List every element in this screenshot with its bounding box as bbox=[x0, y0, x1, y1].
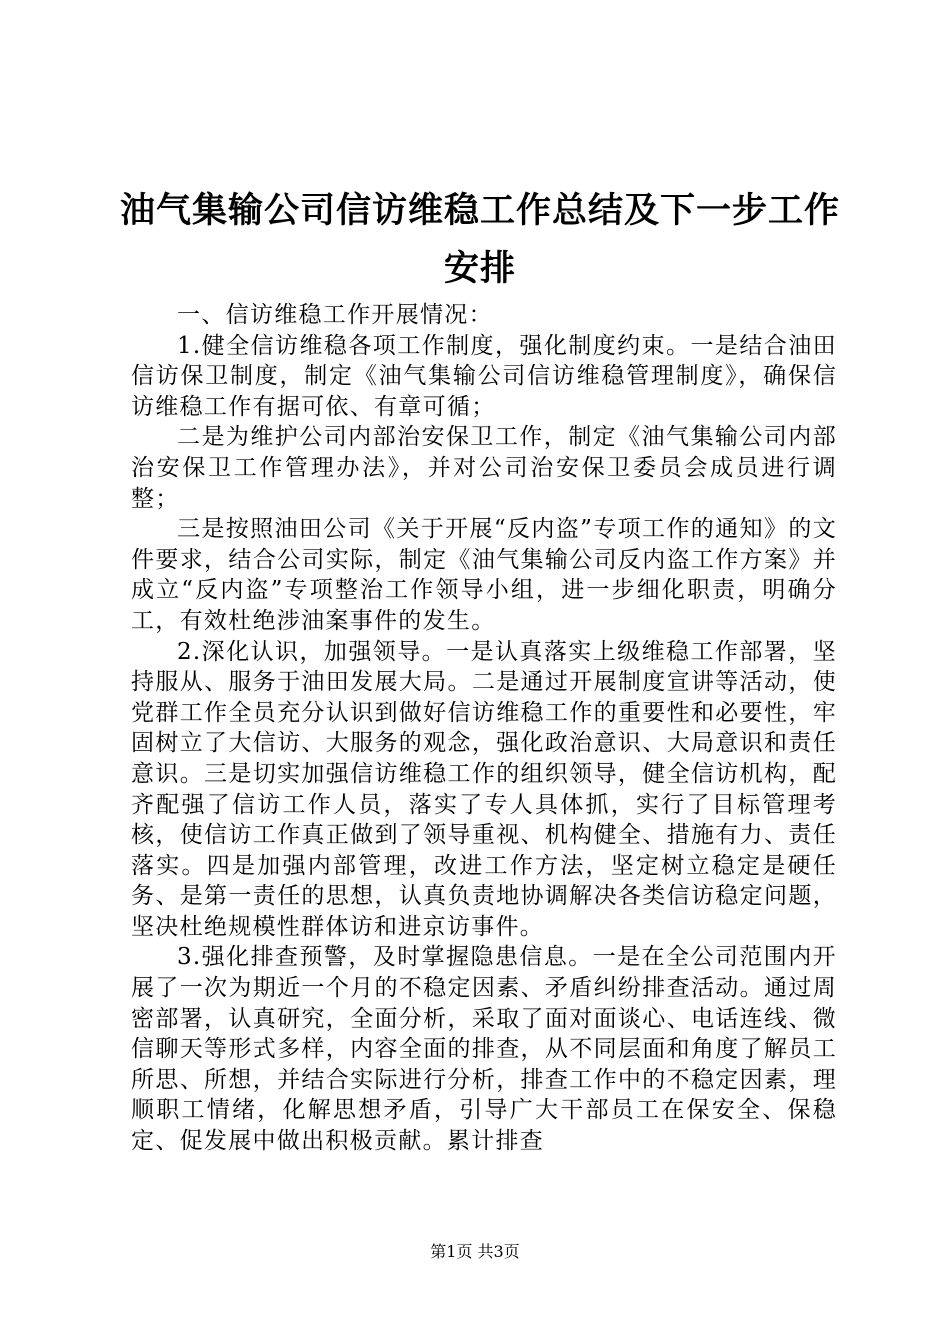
section-heading: 一、信访维稳工作开展情况： bbox=[177, 302, 493, 328]
paragraph-1: 1.健全信访维稳各项工作制度，强化制度约束。一是结合油田信访保卫制度，制定《油气集输公司信访维稳管理制度》，确保信访维稳工作有据可依、有章可循； bbox=[131, 332, 837, 420]
page-number-footer: 第1页 共3页 bbox=[430, 1242, 520, 1261]
document-body bbox=[131, 300, 837, 1157]
paragraph-5: 3.强化排查预警，及时掌握隐患信息。一是在全公司范围内开展了一次为期近一个月的不稳定因素、矛盾纠纷排查活动。通过周密部署，认真研究，全面分析，采取了面对面谈心、电话连线、微信聊天等形式多样，内容全面的排查，从不同层面和角度了解员工所思、所想，并结合实际进行分析，排查工作中的不稳定因素，理顺职工情绪，化解思想矛盾，引导广大干部员工在保安全、保稳定、促发展中做出积极贡献。累计排查 bbox=[131, 944, 837, 1155]
paragraph-4: 2.深化认识，加强领导。一是认真落实上级维稳工作部署，坚持服从、服务于油田发展大局。二是通过开展制度宣讲等活动，使党群工作全员充分认识到做好信访维稳工作的重要性和必要性，牢固树立了大信访、大服务的观念，强化政治意识、大局意识和责任意识。三是切实加强信访维稳工作的组织领导，健全信访机构，配齐配强了信访工作人员，落实了专人具体抓，实行了目标管理考核，使信访工作真正做到了领导重视、机构健全、措施有力、责任落实。四是加强内部管理，改进工作方法，坚定树立稳定是硬任务、是第一责任的思想，认真负责地协调解决各类信访稳定问题，坚决杜绝规模性群体访和进京访事件。 bbox=[131, 638, 837, 940]
paragraph-3: 三是按照油田公司《关于开展“反内盗”专项工作的通知》的文件要求，结合公司实际，制定《油气集输公司反内盗工作方案》并成立“反内盗”专项整治工作领导小组，进一步细化职责，明确分工，有效杜绝涉油案事件的发生。 bbox=[131, 516, 837, 634]
paragraph-2: 二是为维护公司内部治安保卫工作，制定《油气集输公司内部治安保卫工作管理办法》，并对公司治安保卫委员会成员进行调整； bbox=[131, 424, 837, 512]
document-title: 油气集输公司信访维稳工作总结及下一步工作安排 bbox=[119, 190, 840, 289]
